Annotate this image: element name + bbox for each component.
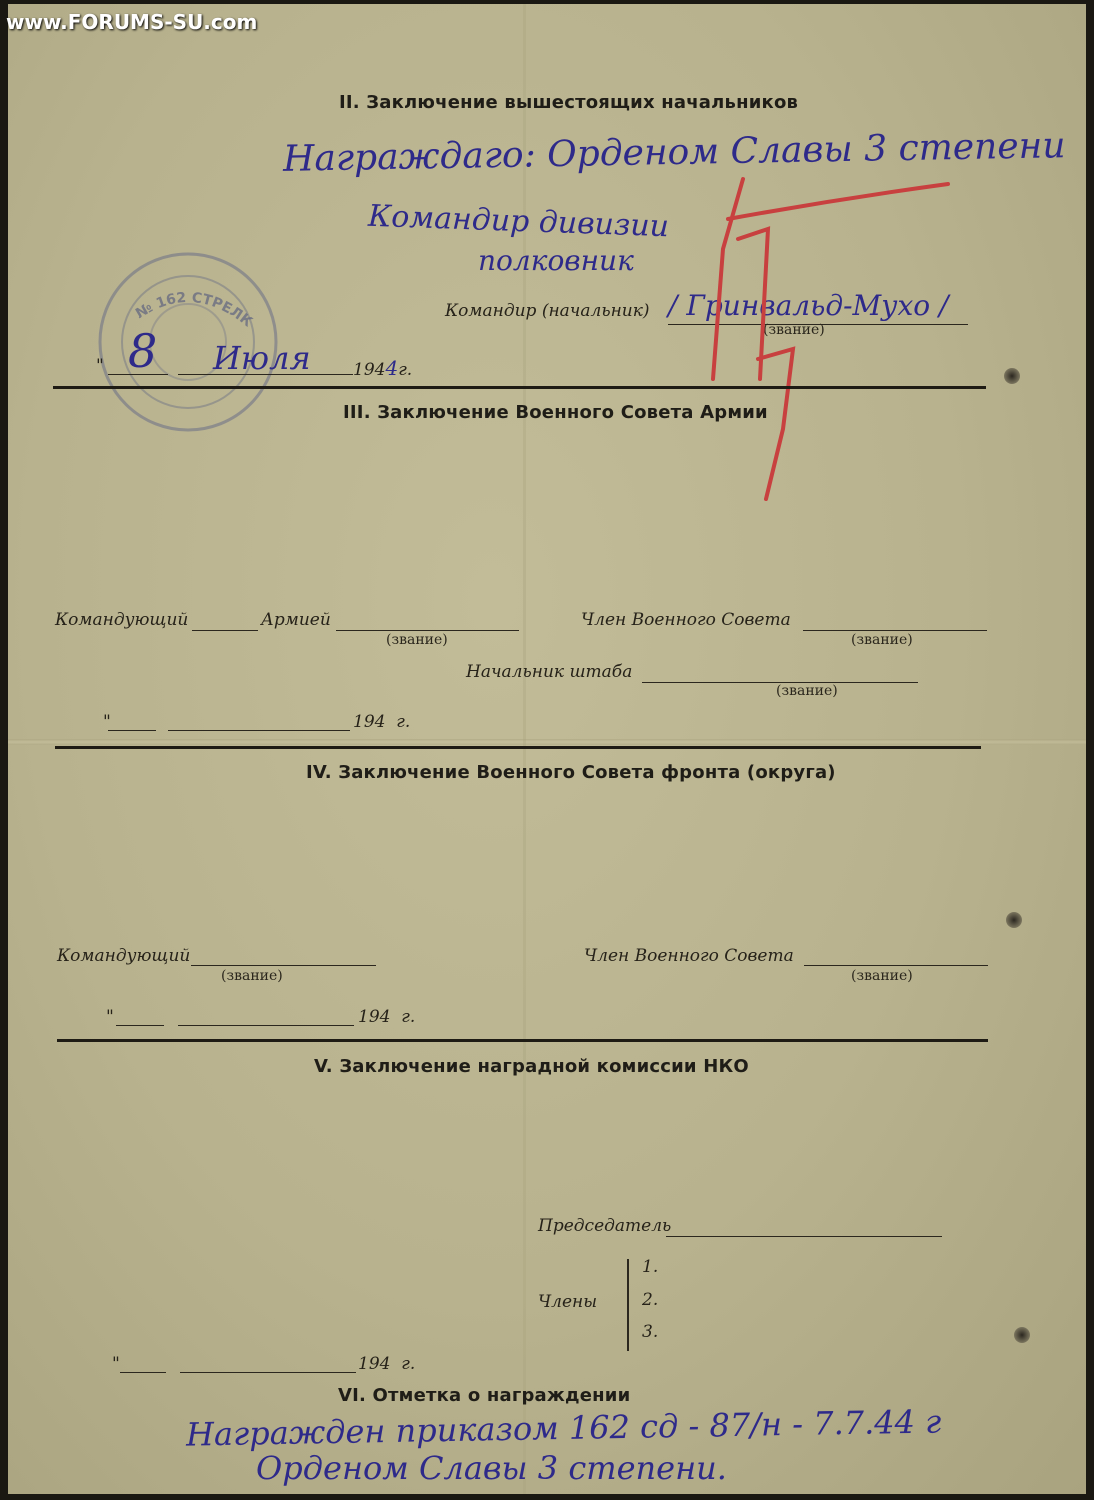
section-5-member-2-number: 2.	[642, 1290, 659, 1310]
year-suffix: г.	[398, 360, 413, 380]
section-5-month-line	[180, 1372, 356, 1373]
section-4-commander-rank-caption: (звание)	[221, 968, 283, 984]
section-2-handwritten-award: Награждаго: Орденом Славы 3 степени	[282, 125, 1066, 180]
award-sheet-page	[8, 4, 1086, 1494]
section-2-heading: II. Заключение вышестоящих начальников	[339, 92, 799, 113]
section-2-date-year	[353, 356, 412, 380]
section-2-month-line	[178, 374, 353, 375]
section-6-handwritten-award: Орденом Славы 3 степени.	[256, 1449, 727, 1487]
year-suffix: г.	[401, 1354, 416, 1374]
section-2-date-day: 8	[128, 324, 158, 378]
punch-hole	[1004, 368, 1020, 384]
section-2-commander-label: Командир (начальник)	[445, 301, 650, 321]
punch-hole	[1014, 1327, 1030, 1343]
section-4-council-rank-line	[804, 965, 988, 966]
year-prefix: 194	[358, 1354, 391, 1374]
section-4-council-member-label: Член Военного Совета	[584, 946, 794, 966]
section-2-date-quote: "	[96, 356, 104, 376]
section-2-handwritten-rank: полковник	[478, 244, 634, 277]
section-4-council-rank-caption: (звание)	[851, 968, 913, 984]
section-2-rank-caption: (звание)	[763, 322, 825, 338]
section-5-chairman-line	[666, 1236, 942, 1237]
section-3-date-quote: "	[103, 712, 111, 732]
year-prefix: 194	[353, 712, 386, 732]
section-3-day-line	[108, 730, 156, 731]
section-5-members-label: Члены	[538, 1292, 598, 1312]
section-2-handwritten-signature: / Гринвальд-Мухо /	[668, 289, 949, 322]
section-2-day-line	[108, 374, 168, 375]
section-3-council-rank-line	[803, 630, 987, 631]
section-divider	[57, 1039, 988, 1042]
section-divider	[53, 386, 986, 389]
section-3-commander-rank-line	[336, 630, 519, 631]
section-4-commander-rank-line	[191, 965, 376, 966]
section-3-chief-rank-caption: (звание)	[776, 683, 838, 699]
section-3-army-number-line	[192, 630, 258, 631]
year-prefix: 194	[358, 1007, 391, 1027]
section-2-handwritten-position: Командир дивизии	[367, 198, 670, 245]
section-3-army-label: Армией	[261, 610, 331, 630]
section-3-commander-label: Командующий	[55, 610, 189, 630]
section-3-date-year	[353, 712, 410, 732]
section-4-day-line	[116, 1025, 164, 1026]
section-4-date-year	[358, 1007, 415, 1027]
stamp-text: № 162 СТРЕЛК	[132, 289, 256, 331]
section-3-commander-rank-caption: (звание)	[386, 632, 448, 648]
red-pencil-mark	[698, 169, 958, 509]
section-6-heading: VI. Отметка о награждении	[338, 1385, 631, 1406]
section-6-handwritten-order: Награжден приказом 162 сд - 87/н - 7.7.44 г	[185, 1402, 942, 1454]
section-3-council-member-label: Член Военного Совета	[581, 610, 791, 630]
section-5-chairman-label: Председатель	[538, 1216, 672, 1236]
punch-hole	[1006, 912, 1022, 928]
section-4-date-quote: "	[106, 1007, 114, 1027]
year-suffix: г.	[396, 712, 411, 732]
section-5-date-year	[358, 1354, 415, 1374]
section-4-commander-label: Командующий	[57, 946, 191, 966]
section-divider	[55, 746, 981, 749]
section-4-month-line	[178, 1025, 354, 1026]
section-3-month-line	[168, 730, 350, 731]
section-5-members-bracket	[627, 1259, 629, 1351]
site-watermark: www.FORUMS-SU.com	[6, 10, 258, 34]
year-prefix: 194	[353, 360, 386, 380]
section-3-chief-of-staff-label: Начальник штаба	[466, 662, 633, 682]
section-5-date-quote: "	[112, 1354, 120, 1374]
section-5-member-1-number: 1.	[642, 1257, 659, 1277]
section-3-heading: III. Заключение Военного Совета Армии	[343, 402, 768, 423]
section-5-member-3-number: 3.	[642, 1322, 659, 1342]
section-2-date-month: Июля	[213, 339, 311, 377]
section-5-day-line	[120, 1372, 166, 1373]
year-handwritten: 4	[385, 356, 399, 380]
year-suffix: г.	[401, 1007, 416, 1027]
paper-fold	[8, 739, 1086, 745]
section-3-council-rank-caption: (звание)	[851, 632, 913, 648]
section-5-heading: V. Заключение наградной комиссии НКО	[314, 1056, 749, 1077]
section-4-heading: IV. Заключение Военного Совета фронта (округа)	[306, 762, 836, 783]
